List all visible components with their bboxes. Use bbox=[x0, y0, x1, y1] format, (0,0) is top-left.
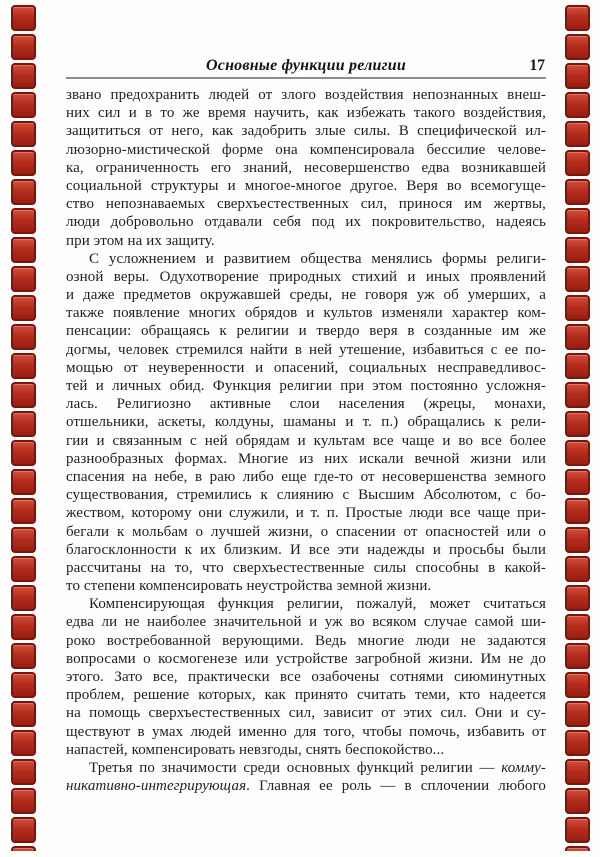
text-run: напастей, компенсировать невзгоды, снять беспокойство... bbox=[66, 741, 445, 758]
italic-term: никативно-интегрирующая bbox=[66, 778, 247, 795]
ornament-segment bbox=[11, 440, 36, 466]
text-line bbox=[66, 759, 546, 777]
text-line bbox=[66, 195, 546, 213]
ornament-segment bbox=[565, 382, 590, 408]
page-header bbox=[66, 56, 546, 79]
ornament-segment bbox=[565, 150, 590, 176]
ornament-segment bbox=[565, 63, 590, 89]
ornament-segment bbox=[565, 353, 590, 379]
text-run: защититься от него, как задобрить злые силы. В специфической ил- bbox=[66, 123, 546, 140]
text-line bbox=[66, 377, 546, 395]
text-run: ществуют в умах людей именно для того, чтобы помочь, избавить от bbox=[66, 723, 546, 740]
ornament-segment bbox=[11, 556, 36, 582]
text-run: ство непознаваемых сверхъестественных сил, принося им жертвы, bbox=[66, 196, 546, 213]
text-run: жеством, которому они служили, и т. п. Простые люди все чаще при- bbox=[66, 505, 546, 522]
text-line bbox=[66, 213, 546, 231]
ornament-segment bbox=[11, 730, 36, 756]
text-line bbox=[66, 595, 546, 613]
text-line bbox=[66, 450, 546, 468]
ornament-segment bbox=[565, 846, 590, 851]
text-run: спасения на небе, в раю либо еще где-то от несовершенства земного bbox=[66, 468, 546, 485]
text-line bbox=[66, 723, 546, 741]
ornament-segment bbox=[11, 382, 36, 408]
ornament-segment bbox=[565, 295, 590, 321]
text-line bbox=[66, 322, 546, 340]
ornament-segment bbox=[11, 759, 36, 785]
ornament-segment bbox=[565, 411, 590, 437]
text-line bbox=[66, 250, 546, 268]
ornament-segment bbox=[11, 672, 36, 698]
header-rule bbox=[66, 77, 546, 79]
text-line bbox=[66, 632, 546, 650]
ornament-segment bbox=[11, 614, 36, 640]
text-line bbox=[66, 104, 546, 122]
ornament-segment bbox=[11, 92, 36, 118]
text-line bbox=[66, 359, 546, 377]
ornament-segment bbox=[11, 469, 36, 495]
chapter-title: Основные функции религии bbox=[206, 57, 406, 74]
text-run: существования, стремились к слиянию с Высшим Абсолютом, с бо- bbox=[66, 487, 546, 504]
ornament-segment bbox=[565, 440, 590, 466]
text-run: догмы, человек стремился найти в ней утешение, избавиться с ее по- bbox=[66, 341, 546, 358]
ornament-border-right bbox=[565, 5, 590, 851]
text-run: люзорно-мистической форме она компенсировала бессилие челове- bbox=[66, 141, 546, 158]
ornament-segment bbox=[565, 121, 590, 147]
text-line bbox=[66, 541, 546, 559]
text-run: них сил и в то же время научить, как избежать такого воздействия, bbox=[66, 105, 546, 122]
ornament-segment bbox=[11, 121, 36, 147]
text-line bbox=[66, 668, 546, 686]
text-line bbox=[66, 504, 546, 522]
text-run: на помощь сверхъестественных сил, зависит от этих сил. Они и су- bbox=[66, 705, 546, 722]
text-line bbox=[66, 395, 546, 413]
ornament-segment bbox=[11, 5, 36, 31]
text-run: пенсации: обращаясь к религии и твердо веря в созданные им же bbox=[66, 323, 546, 340]
ornament-segment bbox=[565, 556, 590, 582]
text-run: ка, ограниченность его знаний, несовершенство едва возникавшей bbox=[66, 159, 546, 176]
ornament-segment bbox=[565, 527, 590, 553]
text-run: социальной структуры и многое-многое другое. Веря во всемогуще- bbox=[66, 177, 546, 194]
text-line bbox=[66, 559, 546, 577]
ornament-segment bbox=[11, 643, 36, 669]
text-line bbox=[66, 613, 546, 631]
ornament-segment bbox=[565, 237, 590, 263]
text-line bbox=[66, 523, 546, 541]
ornament-segment bbox=[11, 411, 36, 437]
ornament-segment bbox=[565, 179, 590, 205]
text-run: роко востребованной верующими. Ведь многие люди не задаются bbox=[66, 632, 546, 649]
ornament-segment bbox=[565, 469, 590, 495]
text-run: вопросами о космогенезе или устройстве загробной жизни. Им не до bbox=[66, 650, 546, 667]
text-line bbox=[66, 741, 546, 759]
italic-term: комму- bbox=[501, 759, 546, 776]
text-line bbox=[66, 650, 546, 668]
ornament-segment bbox=[11, 846, 36, 851]
paragraph bbox=[66, 759, 546, 795]
ornament-segment bbox=[11, 266, 36, 292]
text-line bbox=[66, 413, 546, 431]
ornament-segment bbox=[11, 817, 36, 843]
ornament-segment bbox=[11, 63, 36, 89]
ornament-segment bbox=[11, 208, 36, 234]
text-run: бегали к мольбам о лучшей жизни, о спасении от опасностей или о bbox=[66, 523, 546, 540]
text-line bbox=[66, 468, 546, 486]
ornament-segment bbox=[565, 788, 590, 814]
text-run: благосклонности к их близким. И все эти надежды и просьбы были bbox=[66, 541, 546, 558]
text-run: этого. Зато все, практически все озабочены сотнями сиюминутных bbox=[66, 669, 546, 685]
text-line bbox=[66, 268, 546, 286]
text-run: озной веры. Одухотворение природных стихий и иных проявлений bbox=[66, 268, 546, 285]
text-line bbox=[66, 304, 546, 322]
text-run: люди добровольно отдавали себя под их покровительство, надеясь bbox=[66, 214, 546, 231]
ornament-segment bbox=[11, 585, 36, 611]
paragraph bbox=[66, 250, 546, 596]
text-line bbox=[66, 686, 546, 704]
ornament-segment bbox=[11, 295, 36, 321]
ornament-segment bbox=[565, 817, 590, 843]
ornament-segment bbox=[565, 730, 590, 756]
ornament-segment bbox=[565, 324, 590, 350]
text-run: проблем, решение которых, как принято считать теми, кто надеется bbox=[66, 687, 546, 704]
text-run: звано предохранить людей от злого воздействия непознанных внеш- bbox=[66, 87, 546, 103]
text-run: также появление многих обрядов и культов изменяли характер ком- bbox=[66, 305, 546, 322]
body-text bbox=[66, 86, 546, 795]
ornament-segment bbox=[11, 179, 36, 205]
ornament-segment bbox=[11, 498, 36, 524]
ornament-segment bbox=[11, 324, 36, 350]
text-line bbox=[66, 577, 546, 595]
header-row bbox=[66, 56, 546, 75]
text-run: рассчитаны на то, что сверхъестественные силы способны в какой- bbox=[66, 559, 546, 576]
paragraph bbox=[66, 595, 546, 759]
text-run: тей и личных обид. Функция религии при этом постоянно усложня- bbox=[66, 378, 546, 394]
text-line bbox=[66, 86, 546, 104]
text-run: то степени компенсировать неустройства земной жизни. bbox=[66, 578, 432, 595]
text-line bbox=[66, 777, 546, 795]
text-run: отшельники, аскеты, колдуны, шаманы и т. п.) обращались к рели- bbox=[66, 414, 546, 431]
text-line bbox=[66, 432, 546, 450]
text-line bbox=[66, 177, 546, 195]
ornament-segment bbox=[565, 34, 590, 60]
text-line bbox=[66, 122, 546, 140]
text-run: разнообразных формах. Многие из них искали вечной жизни или bbox=[66, 450, 546, 467]
ornament-segment bbox=[11, 788, 36, 814]
ornament-segment bbox=[11, 701, 36, 727]
ornament-segment bbox=[11, 527, 36, 553]
text-line bbox=[66, 159, 546, 177]
page-number: 17 bbox=[529, 57, 545, 74]
ornament-segment bbox=[565, 498, 590, 524]
ornament-segment bbox=[565, 5, 590, 31]
ornament-segment bbox=[11, 34, 36, 60]
text-run: С усложнением и развитием общества менялись формы религи- bbox=[89, 250, 546, 267]
ornament-segment bbox=[565, 208, 590, 234]
text-run: и даже предметов окружавшей среды, не говоря уж об умерших, а bbox=[66, 287, 546, 304]
text-run: Третья по значимости среди основных функций религии — bbox=[89, 759, 502, 776]
text-run: едва ли не наиболее значительной и уж во всяком случае самой ши- bbox=[66, 614, 546, 631]
text-line bbox=[66, 232, 546, 250]
ornament-segment bbox=[565, 585, 590, 611]
ornament-segment bbox=[565, 643, 590, 669]
ornament-border-left bbox=[11, 5, 36, 851]
ornament-segment bbox=[11, 150, 36, 176]
ornament-segment bbox=[11, 353, 36, 379]
text-line bbox=[66, 486, 546, 504]
text-run: лась. Религиозно активные слои населения (жрецы, монахи, bbox=[66, 396, 546, 413]
text-line bbox=[66, 704, 546, 722]
ornament-segment bbox=[11, 237, 36, 263]
text-line bbox=[66, 286, 546, 304]
text-run: гии и связанным с ней обрядам и культам все чаще и во все более bbox=[66, 432, 546, 449]
ornament-segment bbox=[565, 759, 590, 785]
ornament-segment bbox=[565, 266, 590, 292]
ornament-segment bbox=[565, 701, 590, 727]
text-run: Компенсирующая функция религии, пожалуй, может считаться bbox=[89, 596, 546, 613]
paragraph bbox=[66, 86, 546, 250]
text-line bbox=[66, 141, 546, 159]
text-line bbox=[66, 341, 546, 359]
text-run: при этом на их защиту. bbox=[66, 232, 215, 249]
text-run: мощью от неуверенности и опасений, социальных несправедливос- bbox=[66, 359, 546, 376]
text-run: . Главная ее роль — в сплочении любого bbox=[246, 778, 546, 795]
ornament-segment bbox=[565, 614, 590, 640]
ornament-segment bbox=[565, 92, 590, 118]
ornament-segment bbox=[565, 672, 590, 698]
